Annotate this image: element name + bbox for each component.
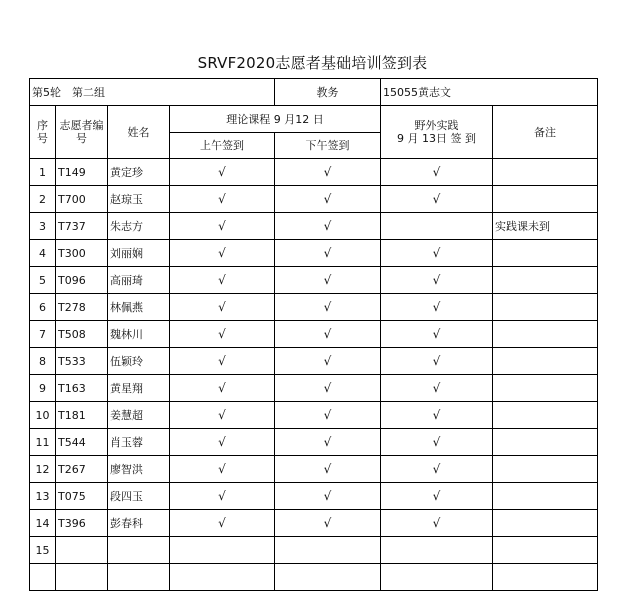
name-cell: 黄星翔 — [108, 375, 170, 402]
seq-cell — [30, 564, 56, 591]
remark-cell — [493, 537, 598, 564]
table-row — [30, 537, 598, 564]
id-cell: T163 — [56, 375, 108, 402]
field-check: √ — [381, 456, 493, 483]
pm-check: √ — [275, 294, 381, 321]
remark-cell — [493, 564, 598, 591]
remark-cell — [493, 240, 598, 267]
table-row — [30, 402, 598, 429]
table-row — [30, 348, 598, 375]
field-check: √ — [381, 375, 493, 402]
seq-cell: 5 — [30, 267, 56, 294]
seq-cell: 9 — [30, 375, 56, 402]
table-row — [30, 159, 598, 186]
am-check: √ — [170, 267, 275, 294]
header-name: 姓名 — [108, 106, 170, 159]
seq-cell: 7 — [30, 321, 56, 348]
seq-cell: 12 — [30, 456, 56, 483]
name-cell: 廖智洪 — [108, 456, 170, 483]
id-cell — [56, 564, 108, 591]
name-cell: 赵琼玉 — [108, 186, 170, 213]
id-cell: T544 — [56, 429, 108, 456]
pm-check: √ — [275, 402, 381, 429]
am-check: √ — [170, 429, 275, 456]
table-row — [30, 483, 598, 510]
info-row — [30, 79, 598, 106]
name-cell: 高丽琦 — [108, 267, 170, 294]
id-cell: T700 — [56, 186, 108, 213]
name-cell: 肖玉蓉 — [108, 429, 170, 456]
sheet-title: SRVF2020志愿者基础培训签到表 — [197, 54, 428, 72]
name-cell: 刘丽娴 — [108, 240, 170, 267]
table-row — [30, 456, 598, 483]
remark-cell — [493, 402, 598, 429]
field-check: √ — [381, 483, 493, 510]
teacher-label-cell: 教务 — [275, 79, 381, 106]
name-cell: 姜慧超 — [108, 402, 170, 429]
remark-cell — [493, 429, 598, 456]
pm-check: √ — [275, 348, 381, 375]
am-check: √ — [170, 483, 275, 510]
pm-check: √ — [275, 267, 381, 294]
header-row-1 — [30, 106, 598, 133]
seq-cell: 11 — [30, 429, 56, 456]
am-check — [170, 564, 275, 591]
remark-cell: 实践课未到 — [493, 213, 598, 240]
header-field — [381, 106, 493, 159]
am-check: √ — [170, 321, 275, 348]
am-check: √ — [170, 213, 275, 240]
seq-cell: 13 — [30, 483, 56, 510]
id-cell: T533 — [56, 348, 108, 375]
remark-cell — [493, 510, 598, 537]
remark-cell — [493, 267, 598, 294]
id-cell: T181 — [56, 402, 108, 429]
id-cell: T075 — [56, 483, 108, 510]
field-check — [381, 213, 493, 240]
field-check: √ — [381, 402, 493, 429]
pm-check: √ — [275, 321, 381, 348]
table-row — [30, 429, 598, 456]
table-row — [30, 186, 598, 213]
name-cell: 段四玉 — [108, 483, 170, 510]
header-volunteer-id: 志愿者编号 — [56, 106, 108, 159]
am-check: √ — [170, 375, 275, 402]
remark-cell — [493, 294, 598, 321]
pm-check: √ — [275, 456, 381, 483]
header-field-title: 野外实践 — [414, 119, 459, 132]
id-cell: T267 — [56, 456, 108, 483]
round-group-cell: 第5轮 第二组 — [30, 79, 275, 106]
remark-cell — [493, 483, 598, 510]
name-cell: 林佩燕 — [108, 294, 170, 321]
header-am: 上午签到 — [170, 133, 275, 159]
am-check: √ — [170, 186, 275, 213]
field-check: √ — [381, 348, 493, 375]
teacher-value-cell: 15055黄志文 — [381, 79, 598, 106]
table-row — [30, 564, 598, 591]
seq-cell: 8 — [30, 348, 56, 375]
am-check: √ — [170, 240, 275, 267]
field-check: √ — [381, 294, 493, 321]
field-check: √ — [381, 321, 493, 348]
seq-cell: 15 — [30, 537, 56, 564]
name-cell: 黄定珍 — [108, 159, 170, 186]
id-cell — [56, 537, 108, 564]
field-check — [381, 537, 493, 564]
pm-check: √ — [275, 510, 381, 537]
pm-check: √ — [275, 186, 381, 213]
field-check: √ — [381, 159, 493, 186]
id-cell: T300 — [56, 240, 108, 267]
field-check — [381, 564, 493, 591]
name-cell: 魏林川 — [108, 321, 170, 348]
header-remark: 备注 — [493, 106, 598, 159]
header-seq: 序号 — [30, 106, 56, 159]
field-check: √ — [381, 240, 493, 267]
id-cell: T278 — [56, 294, 108, 321]
table-row — [30, 240, 598, 267]
name-cell — [108, 537, 170, 564]
table-row — [30, 321, 598, 348]
id-cell: T149 — [56, 159, 108, 186]
am-check: √ — [170, 294, 275, 321]
pm-check — [275, 564, 381, 591]
am-check: √ — [170, 456, 275, 483]
field-check: √ — [381, 186, 493, 213]
pm-check: √ — [275, 375, 381, 402]
pm-check — [275, 537, 381, 564]
am-check: √ — [170, 510, 275, 537]
table-row — [30, 213, 598, 240]
name-cell: 朱志方 — [108, 213, 170, 240]
name-cell — [108, 564, 170, 591]
pm-check: √ — [275, 240, 381, 267]
name-cell: 彭春科 — [108, 510, 170, 537]
seq-cell: 6 — [30, 294, 56, 321]
table-row — [30, 375, 598, 402]
seq-cell: 2 — [30, 186, 56, 213]
remark-cell — [493, 456, 598, 483]
am-check: √ — [170, 159, 275, 186]
field-check: √ — [381, 429, 493, 456]
remark-cell — [493, 348, 598, 375]
remark-cell — [493, 186, 598, 213]
seq-cell: 1 — [30, 159, 56, 186]
id-cell: T508 — [56, 321, 108, 348]
seq-cell: 14 — [30, 510, 56, 537]
pm-check: √ — [275, 429, 381, 456]
name-cell: 伍颖玲 — [108, 348, 170, 375]
signin-table — [29, 78, 598, 591]
header-pm: 下午签到 — [275, 133, 381, 159]
header-field-date: 9 月 13日 签 到 — [397, 132, 476, 145]
seq-cell: 4 — [30, 240, 56, 267]
seq-cell: 3 — [30, 213, 56, 240]
id-cell: T737 — [56, 213, 108, 240]
remark-cell — [493, 321, 598, 348]
pm-check: √ — [275, 483, 381, 510]
field-check: √ — [381, 510, 493, 537]
header-theory: 理论课程 9 月12 日 — [170, 106, 381, 133]
id-cell: T396 — [56, 510, 108, 537]
seq-cell: 10 — [30, 402, 56, 429]
table-row — [30, 294, 598, 321]
table-row — [30, 510, 598, 537]
pm-check: √ — [275, 159, 381, 186]
am-check: √ — [170, 402, 275, 429]
am-check — [170, 537, 275, 564]
remark-cell — [493, 159, 598, 186]
table-row — [30, 267, 598, 294]
am-check: √ — [170, 348, 275, 375]
pm-check: √ — [275, 213, 381, 240]
remark-cell — [493, 375, 598, 402]
id-cell: T096 — [56, 267, 108, 294]
field-check: √ — [381, 267, 493, 294]
